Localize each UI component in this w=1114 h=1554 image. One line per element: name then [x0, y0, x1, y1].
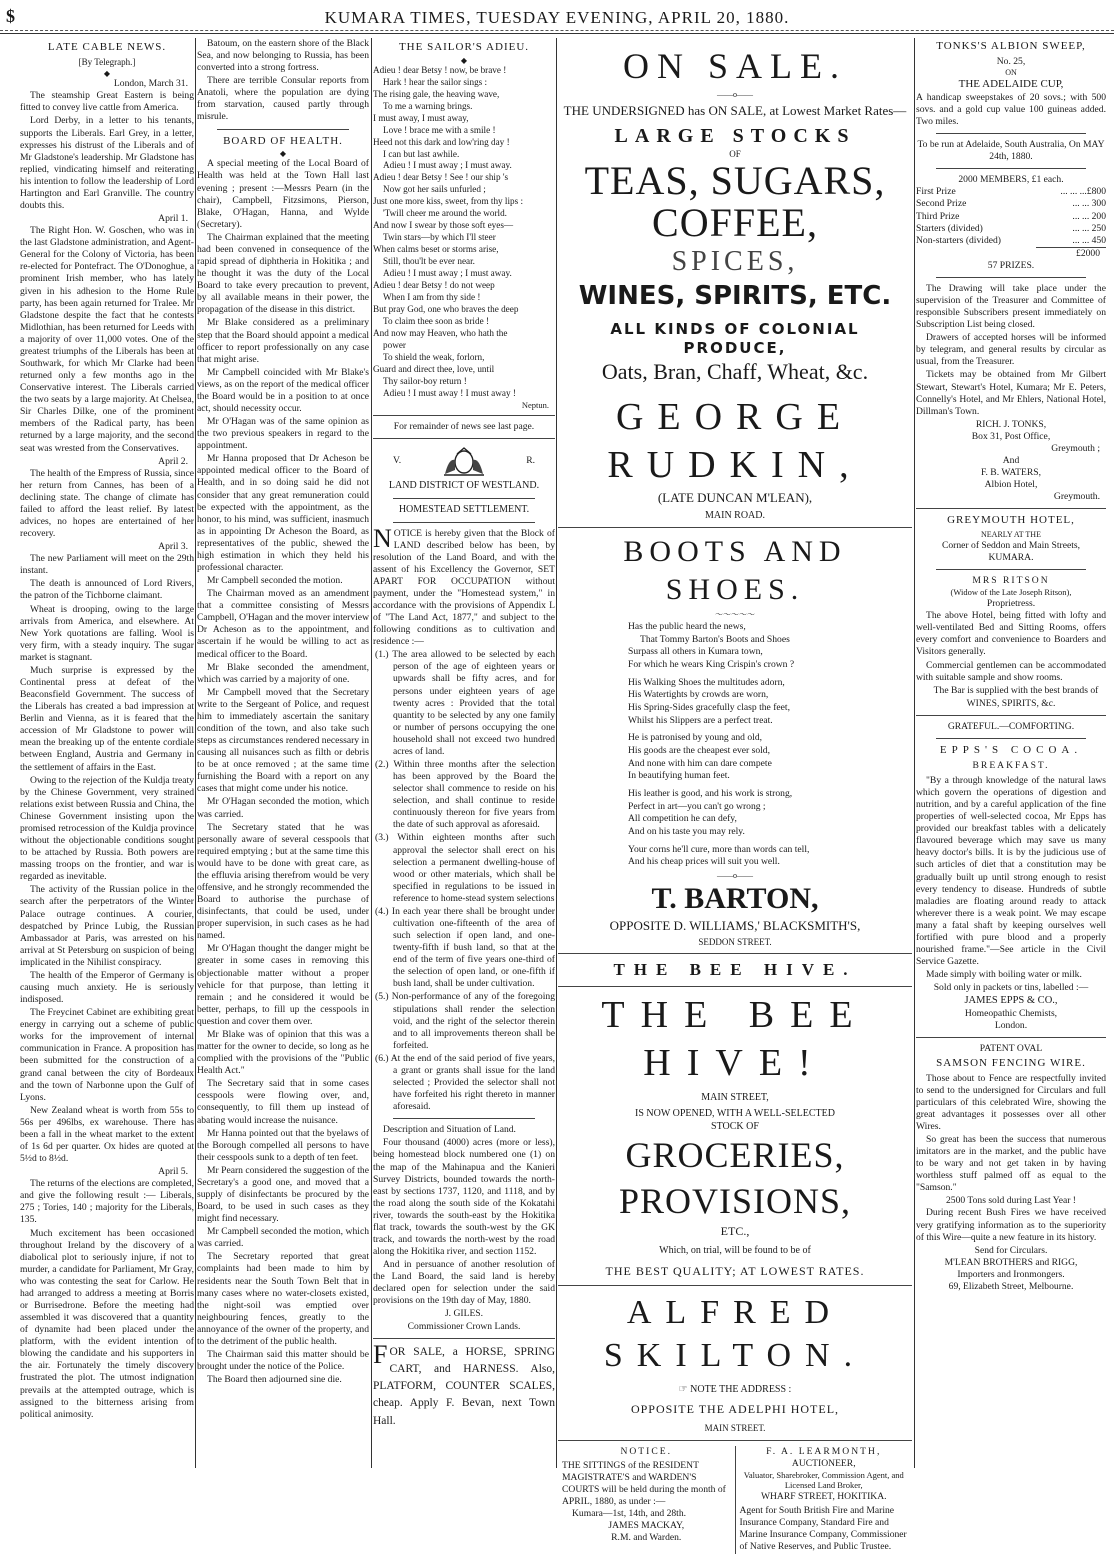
masthead	[0, 0, 1114, 34]
barton-poem-line: His Watertights by crowds are worn,	[628, 689, 769, 701]
tonks-title: TONKS'S ALBION SWEEP,	[936, 40, 1086, 52]
tonks-no: No. 25,	[996, 55, 1026, 67]
ornament: ◆	[279, 149, 287, 159]
ornament: ——o——	[717, 90, 753, 100]
barton-poem-line: That Tommy Barton's Boots and Shoes	[640, 633, 790, 645]
wines-spirits-small: WINES, SPIRITS, &c.	[966, 697, 1056, 709]
news-paragraph: The returns of the elections are completed, and give the following result :— Liberals, 275 ; Tories, 140 ; majority for the Liberals, 135.	[20, 1178, 194, 1226]
arms-left-letter: V.	[393, 455, 402, 467]
board-paragraph: Mr Blake was of opinion that this was a matter for the owner to decide, so long as he complied with the provisions of the "Public Health Act."	[197, 1028, 369, 1077]
samson-wire: SAMSON FENCING WIRE.	[936, 1056, 1086, 1069]
news-paragraph: The steamship Great Eastern is being fitted to convey live cattle from America.	[20, 90, 194, 114]
board-of-health-heading: BOARD OF HEALTH.	[223, 134, 343, 147]
sold-text: Sold only in packets or tins, labelled :—	[933, 982, 1089, 994]
divider	[558, 953, 912, 954]
greymouth: Greymouth ;	[1051, 442, 1100, 454]
samson-text-2: So great has been the success that numerous imitators are in the market, and the public have to be wary and not get taken in by having worthless stuff palmed off as equal to the "Samson."	[916, 1134, 1106, 1194]
barton-poem-line: His Spring-Sides gracefully clasp the feet,	[628, 702, 790, 714]
samson-text-1: Those about to Fence are respectfully invited to send to the undersigned for Circulars and full particulars of this celebrated Wire, showing the great advantages it possesses over all other Wires.	[916, 1072, 1106, 1132]
divider	[936, 569, 1086, 570]
hotel-desc: The above Hotel, being fitted with lofty and well-ventilated Bed and Sitting Rooms, offers every comfort and convenience to Boarders and Visitors generally.	[916, 610, 1106, 658]
prize-amount: ... ... 300	[1072, 198, 1106, 210]
prize-row	[916, 211, 1106, 223]
etc-label: ETC.,	[720, 1224, 750, 1239]
epps-cocoa: EPPS'S COCOA.	[939, 743, 1083, 756]
divider	[558, 1440, 912, 1441]
mrs-ritson: MRS RITSON	[972, 575, 1050, 587]
prize-amount: ... ... 200	[1072, 210, 1106, 222]
tonks-cup: THE ADELAIDE CUP,	[958, 78, 1064, 91]
dateline: April 5.	[158, 1166, 188, 1178]
news-paragraph: The Right Hon. W. Goschen, who was in the last Gladstone administration, and Agent-General for the Colony of Victoria, has been re-elected for Pontefract. The O'Donoghue, a prominent Irish member, who has lately given in his adhesion to the Home Rule party, has been again returned for Tralee. Mr Gladstone despite the fact that he contests Midlothian, has been returned for Leeds with a majority of over 11,000 votes. One of the greatest triumphs of the Liberals has been at Southwark, for which Mr Clarke had been returned only a few months ago in the Conservative interest. The Liberals carried the two seats by a large majority. At Chelsea, Sir Charles Dilke, one of the prominent members of the Radical party, has been returned by a large majority, and the second seat was wrested from the Conservatives.	[20, 225, 194, 454]
news-paragraph: New Zealand wheat is worth from 55s to 56s per 496lbs, ex warehouse. There has been a fall in the wheat market to the extent of 1s 6d per quarter. Ox hides are quoted at 5½d to 8½d.	[20, 1104, 194, 1165]
barton-poem-line: Whilst his Slippers are a perfect treat.	[628, 714, 773, 726]
board-paragraph: The Secretary reported that great complaints had been made to him by residents near the South Town Belt that in many cases where no water-closets existed, the night-soil was emptied over neighbouring fences, greatly to the annoyance of the owner of the property, and to the detriment of the public health.	[197, 1251, 369, 1347]
poem-line: Guard and direct thee, love, until	[373, 363, 495, 374]
divider	[373, 1338, 555, 1339]
magistrate-notice: NOTICE. THE SITTINGS of the RESIDENT MAGISTRATE'S and WARDEN'S COURTS will be held during the month of APRIL, 1880, as under :— Kumara—1st, 14th, and 28th. JAMES MACKAY, R.M. and Warden.	[562, 1445, 726, 1544]
poem-line: To me a warning brings.	[383, 100, 473, 111]
poem-line: Heed not this dark and low'ring day !	[373, 136, 510, 147]
dateline: April 2.	[158, 455, 188, 467]
homestead-notice: NOTICE is hereby given that the Block of LAND described below has been, by resolution of the Land Board, and with the assent of his Excellency the Governor, SET APART FOR OCCUPATION without payment, under the "Homestead system," in accordance with the provisions of Appendix L of "The Land Act, 1877," and subject to the following conditions as to cultivation and residence :—	[373, 523, 555, 648]
land-description-heading: Description and Situation of Land.	[383, 1124, 516, 1136]
on-trial: Which, on trial, will be found to be of	[659, 1245, 811, 1257]
prize-amount: ... ... 250	[1072, 222, 1106, 234]
board-paragraph: Mr O'Hagan seconded the motion, which was carried.	[197, 796, 369, 820]
prize-total: £2000	[1036, 247, 1106, 260]
prize-row	[916, 223, 1106, 235]
condition-item: (6.) At the end of the said period of five years, a grant or grants shall issue for the land selected ; Provided the selector shall not have forfeited his right thereto in manner aforesaid.	[375, 1052, 555, 1113]
barton-poem-line: Perfect in art—you can't go wrong ;	[628, 800, 766, 812]
commercial-text: Commercial gentlemen can be accommodated with suitable sample and show rooms.	[916, 659, 1106, 683]
board-paragraph: Mr Hanna pointed out that the byelaws of the Borough compelled all persons to have their cesspools sunk to a depth of ten feet.	[197, 1127, 369, 1163]
best-quality: THE BEST QUALITY; AT LOWEST RATES.	[605, 1263, 865, 1278]
coat-of-arms-icon	[441, 444, 487, 478]
land-district-heading: LAND DISTRICT OF WESTLAND.	[388, 480, 540, 492]
board-paragraph: Mr Blake seconded the amendment, which was carried by a majority of one.	[197, 661, 369, 685]
poem-line: The rising gale, the heaving wave,	[373, 88, 500, 99]
board-of-health-body	[197, 158, 369, 1386]
tonks-on: ON	[1005, 67, 1017, 77]
board-paragraph: The Chairman said this matter should be brought under the notice of the Police.	[197, 1348, 369, 1373]
board-paragraph: Mr Pearn considered the suggestion of the Secretary's a good one, and moved that a supply of disinfectants be procured by the Board, to be used in such cases as they might find necessary.	[197, 1164, 369, 1225]
condition-item: (4.) In each year there shall be brought under cultivation one-fifteenth of the area of such selection if open land, and one-twenty-fifth if bush land, so that at the end of the term of five years one-third of the selection of open land, or one-fifth if bush land, shall be under cultivation.	[375, 905, 555, 990]
news-paragraph: The activity of the Russian police in the search after the perpetrators of the Winter Palace outrage continues. A courier, despatched by Prince Lubig, the Russian Ambassador at Paris, was arrested on his arrival at St Petersburg on suspicion of being implicated in the Nihilist conspiracy.	[20, 884, 194, 968]
albion-hotel: Albion Hotel,	[984, 479, 1038, 491]
boots-and-shoes: BOOTS AND SHOES.	[623, 535, 847, 607]
proprietress: Proprietress.	[986, 598, 1036, 610]
commissioner-title: Commissioner Crown Lands.	[407, 1320, 521, 1332]
poem-line: But pray God, one who braves the deep	[373, 303, 519, 314]
divider	[936, 738, 1086, 739]
board-paragraph: Mr Campbell coincided with Mr Blake's views, as on the report of the medical officer the Board would be in a position to at once act, should necessity occur.	[197, 366, 369, 414]
james-epps: JAMES EPPS & CO.,	[964, 995, 1058, 1007]
cable-news-heading: LATE CABLE NEWS.	[47, 41, 167, 53]
seddon-street: SEDDON STREET.	[698, 937, 772, 948]
dateline: April 1.	[158, 213, 188, 225]
main-road: MAIN ROAD.	[705, 509, 765, 521]
ornament: ◆	[103, 69, 111, 79]
news-paragraph: Much excitement has been occasioned throughout Ireland by the discovery of a diabolical plot to seriously injure, if not to murder, a candidate for Parliament, Mr Gray, who was contesting the seat for Carlow. He had arranged to address a meeting at Borris or Burrisedrone. Before the meeting had assembled it was discovered that a quantity of dynamite had been placed under the platform, with the evident intention of blowing the candidate and his supporters in the air. Fortunately the timely discovery frustrated the plot. The utmost indignation prevails at the attempted outrage, which is assigned to the bitterness arising from political animosity.	[20, 1227, 194, 1420]
board-paragraph: Mr Hanna proposed that Dr Acheson be appointed medical officer to the Board of Health, and in so doing said he did not consider that any great remuneration could be expected with the appointment, as the honor, to his mind, was sufficient, inasmuch as in appointing Dr Acheson the Board, as representatives of the public, shewed the high estimation in which they held his professional character.	[197, 453, 369, 573]
spices: SPICES,	[671, 246, 799, 278]
board-paragraph: Mr O'Hagan thought the danger might be greater in some cases in removing this objectionable matter without a proper vehicle for that purpose, than letting it remain ; and he considered it would be better, perhaps, to fill up the cesspools in question and cover them over.	[197, 943, 369, 1027]
news-paragraph: Much surprise is expressed by the Continental press at defeat of the Beaconsfield Government. The success of the Liberals has created a bad impression at Berlin and Vienna, as it is feared that the accession of Mr Gladstone to power will mean the breaking up of the entente cordiale between England, Austria and Germany in the settlement of affairs in the East.	[20, 664, 194, 773]
poem-line: When calms beset or storms arise,	[373, 244, 499, 255]
bush-fires: During recent Bush Fires we have received very gratifying information as to the superiority of this Wire—quite a new feature in its history.	[916, 1207, 1106, 1243]
send-circulars: Send for Circulars.	[974, 1244, 1048, 1256]
main-street: MAIN STREET,	[701, 1091, 769, 1103]
board-paragraph: The Secretary said that in some cases cesspools were flowing over, and, consequently, to fill them up instead of abating would increase the nuisance.	[197, 1078, 369, 1126]
learmonth-ad: F. A. LEARMONTH, AUCTIONEER, Valuator, Sharebroker, Commission Agent, and Licensed Land Broker, WHARF STREET, HOKITIKA. Agent for South British Fire and Marine Insurance Company, Standard Fire and Marine Insurance Company, Commissioner of Native Reserves, and Public Trustee.	[735, 1446, 913, 1554]
poem-line: Twin stars—by which I'll steer	[383, 232, 496, 243]
barton-poem-line: Surpass all others in Kumara town,	[628, 646, 763, 658]
column-rule	[195, 38, 196, 1468]
land-description: Four thousand (4000) acres (more or less), being homestead block numbered one (1) on the map of the Mahinapua and the Kanieri Survey Districts, bounded towards the north-east by sections 1737, 1120, and 1118, and by the road along the south side of the Kokatahi river, towards the south-east by the Hokitika flat track, towards the south-west by the GK track, and towards the north-west by the road along the Hokitika river, and section 1152.	[373, 1137, 555, 1258]
on-sale-heading: ON SALE.	[623, 46, 847, 86]
royal-arms	[393, 444, 535, 478]
board-paragraph: Mr O'Hagan was of the same opinion as the two previous speakers in regard to the appointment.	[197, 416, 369, 452]
poem-line: Adieu ! dear Betsy ! now, be brave !	[373, 64, 507, 75]
wines-spirits: WINES, SPIRITS, ETC.	[578, 280, 892, 311]
prize-count: 57 PRIZES.	[987, 259, 1035, 271]
news-paragraph: Lord Derby, in a letter to his tenants, supports the Liberals. Earl Grey, in a letter, expresses his distrust of the Liberals and of Mr Gladstone's leadership. Mr Gladstone has replied, vindicating himself and reiterating his intention to follow the leadership of Lord Hartington and Earl Granville. The country doubts this.	[20, 115, 194, 211]
barton-poem-line: Has the public heard the news,	[628, 621, 746, 633]
sailors-adieu-poem	[373, 65, 555, 400]
opposite-williams: OPPOSITE D. WILLIAMS,' BLACKSMITH'S,	[609, 917, 861, 933]
prize-amount: ... ... 450	[1072, 234, 1106, 246]
bottom-notices	[558, 1446, 912, 1554]
poem-line: Adieu ! I must away ; I must away.	[383, 160, 512, 171]
now-opened: IS NOW OPENED, WITH A WELL-SELECTED STOCK OF	[635, 1108, 835, 1132]
dateline: April 3.	[158, 541, 188, 553]
poem-line: Thy sailor-boy return !	[383, 375, 467, 386]
condition-item: (2.) Within three months after the selection has been approved by the Board the selector shall commence to reside on his selection, and shall continue to reside continuously thereon for five years from the date of such approval as aforesaid.	[375, 759, 555, 831]
divider	[558, 527, 912, 528]
prize-name: Non-starters (divided)	[916, 234, 1001, 246]
news-paragraph: The health of the Empress of Russia, since her return from Cannes, has been of a declining state. The change of climate has failed to afford the least relief. By latest advices, no hopes are entertained of her recovery.	[20, 467, 194, 540]
prize-name: Third Prize	[916, 210, 960, 222]
nearly-at: NEARLY AT THE	[981, 530, 1041, 540]
fb-waters: F. B. WATERS,	[980, 467, 1042, 479]
remainder-note: For remainder of news see last page.	[393, 421, 535, 433]
column-cable-news	[20, 38, 194, 1468]
ornament: ——o——	[717, 870, 753, 880]
news-paragraph: The death is announced of Lord Rivers, the patron of the Tichborne claimant.	[20, 578, 194, 602]
importers: Importers and Ironmongers.	[957, 1268, 1065, 1280]
poem-line: To shield the weak, forlorn,	[383, 351, 485, 362]
kumara: KUMARA.	[988, 552, 1034, 564]
board-paragraph: The Secretary stated that he was personally aware of several cesspools that required emptying ; but at the same time this would have to be done with great care, as the effluvia arising therefrom would be very offensive, and he strongly recommended the Board to authorise the purchase of disinfectants, that could be used, under proper supervision, in such cases as he had named.	[197, 821, 369, 942]
condition-item: (5.) Non-performance of any of the foregoing stipulations shall render the selection void, and the right of the selector therein and to all improvements thereon shall be forfeited.	[375, 991, 555, 1051]
poem-line: And now may Heaven, who hath the	[373, 327, 508, 338]
divider	[217, 129, 349, 130]
anatoli-para: There are terrible Consular reports from Anatoli, where the population are dying from starvation, caused partly through misrule.	[197, 75, 369, 123]
opposite-adelphi: OPPOSITE THE ADELPHI HOTEL,	[630, 1402, 840, 1417]
prize-name: First Prize	[916, 186, 956, 198]
prize-row	[916, 235, 1106, 247]
poem-line: Adieu ! I must away ! I must away !	[383, 387, 516, 398]
tonks-desc: A handicap sweepstakes of 20 sovs.; with 500 sovs. and a gold cup value 100 guineas added. Two miles.	[916, 91, 1106, 128]
greymouth-hotel: GREYMOUTH HOTEL,	[947, 514, 1075, 527]
commissioner-name: J. GILES.	[444, 1308, 484, 1320]
masthead-rule	[0, 30, 1114, 31]
barton-poem-line: In beautifying human feet.	[628, 770, 730, 782]
poem-line: To claim thee soon as bride !	[383, 315, 490, 326]
barton-poem-line: For which he wears King Crispin's crown ?	[628, 659, 795, 671]
board-paragraph: The Chairman explained that the meeting had been convened in consequence of the rapid spread of diphtheria in Hokitika ; and he thought it was the duty of the Local Board to take every precaution to prevent, by all available means in their power, the propagation of the disease in this district.	[197, 231, 369, 316]
note-address: ☞ NOTE THE ADDRESS :	[678, 1383, 792, 1395]
poem-line: Love ! brace me with a smile !	[383, 124, 496, 135]
page-mark: $	[6, 6, 15, 26]
widow: (Widow of the Late Joseph Ritson),	[950, 587, 1072, 598]
breakfast: BREAKFAST.	[972, 759, 1050, 771]
drawers-text: Drawers of accepted horses will be informed by telegram, and general results by circular as usual, from the Treasurer.	[916, 332, 1106, 368]
corner: Corner of Seddon and Main Streets,	[941, 540, 1081, 552]
patent-oval: PATENT OVAL	[979, 1042, 1043, 1054]
mclean-brothers: M'LEAN BROTHERS and RIGG,	[944, 1256, 1078, 1268]
colonial-produce: ALL KINDS OF COLONIAL PRODUCE,	[610, 320, 860, 358]
news-paragraph: Wheat is drooping, owing to the large arrivals from America, and elsewhere. At New York quotations are falling. Wool is very firm, with a steady inquiry. The sugar market is stagnant.	[20, 603, 194, 663]
poem-line: power	[383, 339, 406, 350]
divider	[558, 1285, 912, 1286]
condition-item: (3.) Within eighteen months after such approval the selector shall erect on his selection a permanent dwelling-house of wood or other materials, which shall be specified in regulations to be issued in reference to home-stead system selections	[375, 832, 555, 904]
late-mclean: (LATE DUNCAN M'LEAN),	[657, 489, 813, 505]
divider	[393, 498, 535, 499]
cable-news-body	[20, 78, 194, 1421]
poem-line: When I am from thy side !	[383, 291, 481, 302]
barton-poem-line: And none with him can dare compete	[628, 757, 772, 769]
grateful: GRATEFUL.—COMFORTING.	[947, 720, 1075, 732]
column-advertisements	[558, 38, 912, 1553]
board-paragraph: The Chairman moved as an amendment that a committee consisting of Messrs Campbell, O'Hagan and the mover interview Dr Acheson as to the appointment, and ascertain if he would be willing to act as medical officer to the Board.	[197, 588, 369, 660]
homestead-conditions	[373, 649, 555, 1113]
groceries-provisions: GROCERIES, PROVISIONS,	[618, 1135, 852, 1221]
tickets-text: Tickets may be obtained from Mr Gilbert Stewart, Stewart's Hotel, Kumara; Mr E. Peters, Connelly's Hotel, and Mr Ehlers, National Hotel, Dillman's Town.	[916, 369, 1106, 417]
poem-line: I can but last awhile.	[383, 148, 460, 159]
poem-line: 'Twill cheer me around the world.	[383, 208, 507, 219]
poem-line: Adieu ! dear Betsy ! See ! our ship 's	[373, 172, 509, 183]
prize-name: Second Prize	[916, 198, 967, 210]
for-sale-ad: FOR SALE, a HORSE, SPRING CART, and HARNESS. Also, PLATFORM, COUNTER SCALES, cheap. Apply F. Bevan, next Town Hall.	[373, 1339, 555, 1427]
column-rule	[371, 38, 372, 1468]
dateline: London, March 31.	[113, 78, 188, 90]
barton-poem-line: Your corns he'll cure, more than words can tell,	[628, 843, 810, 855]
poem-line: Just one more kiss, sweet, from thy lips :	[373, 196, 524, 207]
board-paragraph: Mr Campbell moved that the Secretary write to the Sergeant of Police, and request him to immediately ascertain the sanitary condition of the town, and also take such steps as circumstances rendered necessary in causing all nuisances such as filth or debris to be at once removed ; at the same time furnishing the Board with a report on any cases that might come under his notice.	[197, 686, 369, 795]
column-rule	[914, 38, 915, 1468]
column-board-of-health	[197, 38, 369, 1468]
oats-bran: Oats, Bran, Chaff, Wheat, &c.	[601, 359, 869, 385]
poem-line: I must away, I must away,	[373, 112, 469, 123]
large-stocks: LARGE STOCKS	[614, 124, 856, 147]
tons-sold: 2500 Tons sold during Last Year !	[946, 1195, 1076, 1207]
divider	[558, 986, 912, 987]
t-barton: T. BARTON,	[651, 881, 819, 915]
prize-amount: ... ... ...£800	[1060, 186, 1106, 198]
george-rudkin: GEORGE RUDKIN,	[607, 395, 863, 486]
divider	[916, 715, 1106, 716]
barton-poem-line: His goods are the cheapest ever sold,	[628, 744, 770, 756]
divider	[393, 1118, 535, 1119]
byline: [By Telegraph.]	[78, 56, 136, 67]
of-label: OF	[729, 148, 741, 159]
ornament: ◆	[460, 55, 468, 65]
poem-line: And now I swear by those soft eyes—	[373, 220, 514, 231]
news-paragraph: Owing to the rejection of the Kuldja treaty by the Chinese Government, very strained relations exist between Russia and China, the Chinese Government insisting upon the promised retrocession of the Kuldja province without the objectionable conditions sought to be attached by Russia. Both powers are massing troops on the frontier, and war is regarded as inevitable.	[20, 774, 194, 883]
ornament: 〜〜〜〜〜	[715, 610, 755, 620]
poem-line: Adieu ! I must away ; I must away.	[383, 268, 512, 279]
divider	[936, 277, 1086, 278]
barton-poem-line: And on his taste you may rely.	[628, 825, 745, 837]
prize-row	[916, 198, 1106, 210]
board-paragraph: Mr Campbell seconded the motion, which was carried.	[197, 1226, 369, 1250]
barton-poem-line: And his cheap prices will suit you well.	[628, 856, 780, 868]
barton-poem-line: All competition he can defy,	[628, 813, 737, 825]
elizabeth-street: 69, Elizabeth Street, Melbourne.	[948, 1280, 1074, 1292]
column-rule	[556, 38, 557, 1468]
homeopathic: Homeopathic Chemists,	[964, 1007, 1058, 1019]
divider	[936, 168, 1086, 169]
newspaper-title: KUMARA TIMES, TUESDAY EVENING, APRIL 20, 1880.	[324, 8, 790, 27]
column-sweep-ads	[916, 38, 1106, 1468]
board-paragraph: A special meeting of the Local Board of Health was held at the Town Hall last evening ; present :—Messrs Pearn (in the chair), Campbell, Fitzsimons, Pierson, Blake, O'Hagan, Hanna, and Wylde (Secretary).	[197, 158, 369, 230]
bee-hive-banner: THE BEE HIVE.	[613, 960, 857, 980]
board-paragraph: Mr Campbell seconded the motion.	[207, 575, 343, 587]
divider	[936, 133, 1086, 134]
divider	[916, 1037, 1106, 1038]
poem-line: Still, thou'lt be ever near.	[383, 256, 475, 267]
barton-poem	[558, 621, 912, 869]
members: 2000 MEMBERS, £1 each.	[958, 174, 1064, 186]
news-paragraph: The Freycinet Cabinet are exhibiting great energy in carrying out a scheme of public works for the improvement of internal communication in France. A proposition has been submitted for the construction of a grand canal between the city of Bordeaux and the town of Narbonne upon the Gulf of Lyons.	[20, 1007, 194, 1103]
barton-poem-line: He is patronised by young and old,	[628, 732, 763, 744]
board-paragraph: Mr Blake considered as a preliminary step that the Board should appoint a medical officer to report professionally on any case that might arise.	[197, 317, 369, 365]
news-paragraph: The health of the Emperor of Germany is causing much anxiety. He is seriously indisposed.	[20, 969, 194, 1006]
box-31: Box 31, Post Office,	[971, 430, 1051, 442]
homestead-heading: HOMESTEAD SETTLEMENT.	[398, 503, 530, 515]
condition-item: (1.) The area allowed to be selected by each person of the age of eighteen years or upwards shall be fifty acres, and for persons under eighteen years of age twenty acres : Provided that the total quantity to be selected by any one family or number of persons occupying the one household shall not exceed two hundred acres of land.	[375, 649, 555, 757]
divider	[373, 415, 555, 416]
column-poem-notices	[373, 38, 555, 1468]
land-resolution: And in persuance of another resolution of the Land Board, the said land is hereby declared open for selection under the said provisions on the 19th day of May, 1880.	[373, 1259, 555, 1307]
bee-hive-title: THE BEE HIVE!	[601, 993, 869, 1084]
undersigned-text: THE UNDERSIGNED has ON SALE, at Lowest Market Rates—	[563, 103, 907, 119]
news-paragraph: The new Parliament will meet on the 29th instant.	[20, 553, 194, 577]
poem-title: THE SAILOR'S ADIEU.	[398, 41, 530, 53]
poem-line: Adieu ! dear Betsy ! do not weep	[373, 280, 495, 291]
poem-line: Now got her sails unfurled ;	[383, 184, 486, 195]
rich-tonks: RICH. J. TONKS,	[975, 418, 1047, 430]
epps-text: "By a through knowledge of the natural laws which govern the operations of digestion and nutrition, and by a careful application of the fine properties of well-selected cocoa, Mr Epps has provided our breakfast tables with a delicately flavoured beverage which may save us many heavy doctor's bills. It is by the judicious use of such articles of diet that a constitution may be gradually built up until strong enough to resist every tendency to disease. Hundreds of subtle maladies are floating around ready to attack wherever there is a weak point. We may escape many a fatal shaft by keeping ourselves well fortified with pure blood and a properly nourished frame."—See article in the Civil Service Gazette.	[916, 774, 1106, 968]
and: And	[1002, 454, 1020, 466]
prize-name: Starters (divided)	[916, 222, 983, 234]
prize-table	[916, 186, 1106, 246]
prize-row	[916, 186, 1106, 198]
teas-sugars-coffee: TEAS, SUGARS, COFFEE,	[584, 158, 886, 246]
poem-line: Hark ! hear the sailor sings :	[383, 76, 488, 87]
london: London.	[994, 1019, 1028, 1031]
bar-text: The Bar is supplied with the best brands of	[933, 684, 1099, 696]
divider	[393, 522, 535, 523]
barton-poem-line: His leather is good, and his work is strong,	[628, 787, 793, 799]
tonks-run: To be run at Adelaide, South Australia, On MAY 24th, 1880.	[917, 139, 1105, 163]
divider	[916, 508, 1106, 509]
arms-right-letter: R.	[526, 455, 535, 467]
barton-poem-line: His Walking Shoes the multitudes adorn,	[628, 676, 785, 688]
board-paragraph: The Board then adjourned sine die.	[207, 1374, 342, 1386]
batoum-para: Batoum, on the eastern shore of the Black Sea, and now belonging to Russia, has been converted into a strong fortress.	[197, 38, 369, 74]
main-street-2: MAIN STREET.	[704, 1423, 766, 1434]
alfred-skilton: ALFRED SKILTON.	[603, 1293, 867, 1374]
drawing-text: The Drawing will take place under the supervision of the Treasurer and Committee of responsible Subscribers present immediately on Subscription List being closed.	[916, 282, 1106, 331]
boiling-text: Made simply with boiling water or milk.	[926, 969, 1082, 981]
divider	[373, 438, 555, 439]
poem-signature: Neptun.	[521, 399, 549, 410]
greymouth-2: Greymouth.	[1053, 491, 1100, 503]
